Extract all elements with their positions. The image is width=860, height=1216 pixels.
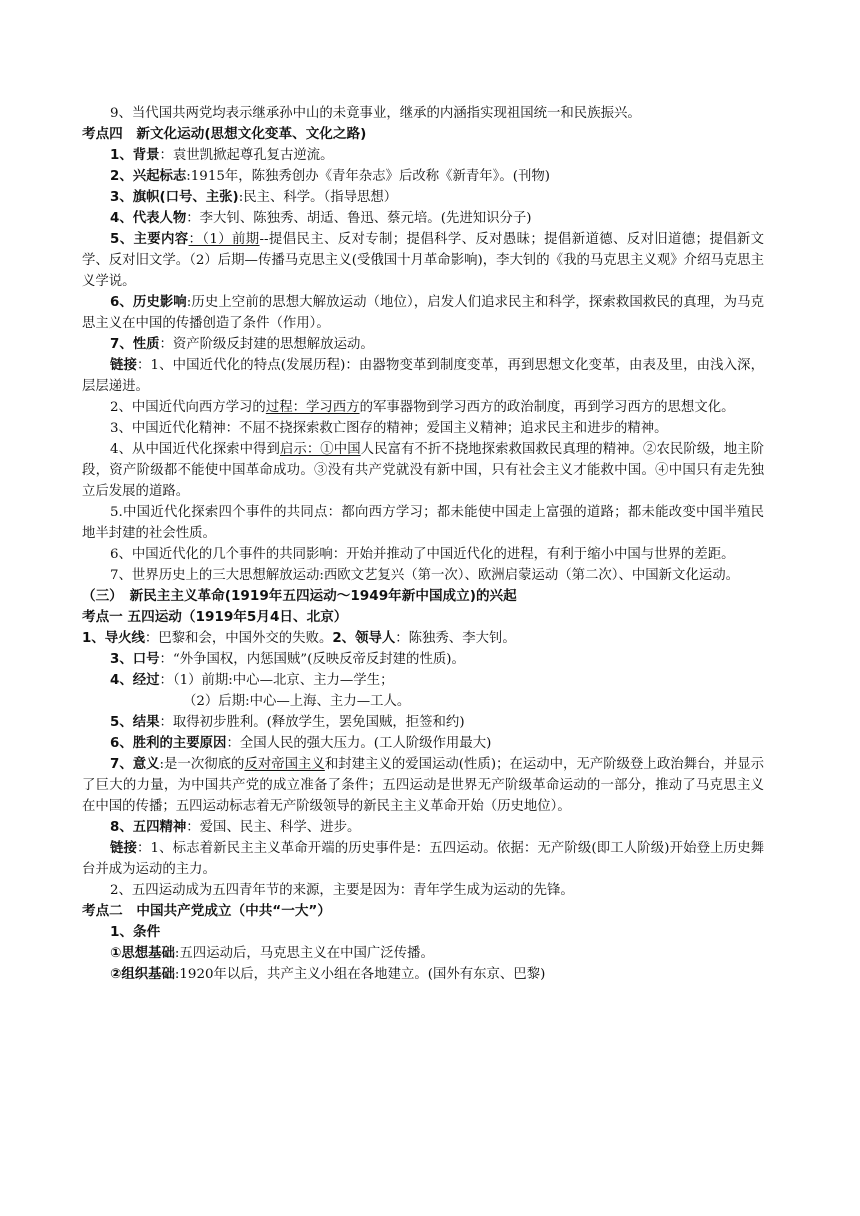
item-label: 7、性质 [110, 337, 160, 352]
item-text: 的军事器物到学习西方的政治制度，再到学习西方的思想文化。 [359, 400, 735, 415]
paragraph [82, 166, 764, 187]
item-label: ②组织基础 [110, 967, 175, 982]
item-text: 2、五四运动成为五四青年节的来源，主要是因为：青年学生成为运动的先锋。 [110, 883, 574, 898]
section-heading: 考点二 中国共产党成立（中共“一大”） [82, 903, 331, 919]
underlined-text: 反对帝国主义 [244, 757, 325, 772]
paragraph [82, 145, 764, 166]
paragraph [82, 208, 764, 229]
item-text: :五四运动后，马克思主义在中国广泛传播。 [174, 946, 434, 961]
item-text: 7、世界历史上的三大思想解放运动:西欧文艺复兴（第一次）、欧洲启蒙运动（第二次）、中国新文化运动。 [110, 568, 739, 583]
item-label: 3、旗帜(口号、主张) [110, 190, 239, 205]
item-label: ①思想基础 [110, 946, 175, 961]
paragraph [82, 397, 764, 418]
item-text: :是一次彻底的 [159, 757, 245, 772]
paragraph [82, 880, 764, 901]
paragraph [82, 502, 764, 544]
item-text: ：袁世凯掀起尊孔复古逆流。 [159, 148, 334, 163]
item-text: ：陈独秀、李大钊。 [395, 631, 516, 646]
underlined-text: 启示：①中国 [279, 442, 361, 457]
paragraph [82, 649, 764, 670]
item-text: 3、中国近代化精神：不屈不挠探索救亡图存的精神；爱国主义精神；追求民主和进步的精神。 [110, 421, 668, 436]
link-label: 链接 [110, 841, 138, 856]
paragraph [82, 544, 764, 565]
paragraph [82, 187, 764, 208]
item-text: 6、中国近代化的几个事件的共同影响：开始并推动了中国近代化的进程，有利于缩小中国与世界的差距。 [110, 547, 735, 562]
item-text: ：李大钊、陈独秀、胡适、鲁迅、蔡元培。(先进知识分子) [186, 211, 532, 226]
item-label: 8、五四精神 [110, 820, 187, 835]
paragraph [82, 628, 764, 649]
document-content [82, 103, 764, 985]
section-heading: （三） 新民主主义革命(1919年五四运动～1949年新中国成立)的兴起 [82, 588, 517, 604]
underlined-text: ：（1）前期 [188, 232, 260, 247]
item-label: 3、口号 [110, 652, 160, 667]
item-text: :历史上空前的思想大解放运动（地位），启发人们追求民主和科学，探索救国救民的真理，为马克思主义在中国的传播创造了条件（作用）。 [82, 295, 764, 331]
item-label: 6、历史影响 [110, 295, 187, 310]
paragraph [82, 838, 764, 880]
item-text: ：“外争国权，内惩国贼”(反映反帝反封建的性质)。 [159, 652, 465, 667]
item-label: 1、导火线 [82, 631, 145, 646]
paragraph [82, 439, 764, 502]
item-text: ：（1）前期:中心—北京、主力—学生； [159, 673, 394, 688]
paragraph [82, 712, 764, 733]
item-label: 5、结果 [110, 715, 160, 730]
item-text: ：全国人民的强大压力。(工人阶级作用最大) [226, 736, 492, 751]
sub-heading: 1、条件 [110, 924, 161, 940]
paragraph-text: 9、当代国共两党均表示继承孙中山的未竟事业，继承的内涵指实现祖国统一和民族振兴。 [110, 106, 641, 121]
link-label: 链接 [110, 358, 138, 373]
item-label: 7、意义 [110, 757, 160, 772]
item-text: ：1、中国近代化的特点(发展历程)：由器物变革到制度变革，再到思想文化变革，由表及里，由浅入深，层层递进。 [82, 358, 764, 394]
item-label: 4、经过 [110, 673, 160, 688]
paragraph [82, 670, 764, 691]
paragraph [82, 229, 764, 292]
item-label: 2、领导人 [332, 631, 396, 646]
section-heading: 考点一 五四运动（1919年5月4日、北京） [82, 609, 348, 625]
paragraph [82, 418, 764, 439]
paragraph [82, 754, 764, 817]
item-label: 4、代表人物 [110, 211, 187, 226]
item-text: ：巴黎和会，中国外交的失败。 [144, 631, 333, 646]
item-label: 5、主要内容 [110, 232, 189, 247]
paragraph [82, 817, 764, 838]
item-text: 和封建主义的爱国运动(性质)；在运动中，无产阶级登上政治舞台，并显示了巨大的力量，为中国共产党的成立准备了条件；五四运动是世界无产阶级革命运动的一部分，推动了马克思主义在中国的传播；五四运动标志着无产阶级领导的新民主主义革命开始（历史地位）。 [82, 757, 764, 814]
section-heading: 考点四 新文化运动(思想文化变革、文化之路) [82, 126, 367, 142]
item-text: 2、中国近代向西方学习的 [110, 400, 266, 415]
item-label: 6、胜利的主要原因 [110, 736, 227, 751]
paragraph [82, 691, 764, 712]
paragraph [82, 334, 764, 355]
item-text: （2）后期:中心—上海、主力—工人。 [183, 694, 411, 709]
paragraph [82, 292, 764, 334]
item-text: :民主、科学。（指导思想） [238, 190, 398, 205]
paragraph [82, 943, 764, 964]
underlined-text: 过程：学习西方 [265, 400, 360, 415]
item-text: --提倡民主、反对专制；提倡科学、反对愚昧；提倡新道德、反对旧道德；提倡新文学、反对旧文学。（2）后期—传播马克思主义(受俄国十月革命影响)，李大钊的《我的马克思主义观》介绍马克思主义学说。 [82, 232, 764, 289]
item-text: ：爱国、民主、科学、进步。 [186, 820, 361, 835]
item-text: ：取得初步胜利。(释放学生，罢免国贼，拒签和约) [159, 715, 465, 730]
item-label: 2、兴起标志 [110, 169, 187, 184]
item-text: :1915年，陈独秀创办《青年杂志》后改称《新青年》。(刊物) [186, 169, 550, 184]
item-text: 4、从中国近代化探索中得到 [110, 442, 280, 457]
item-text: ：1、标志着新民主主义革命开端的历史事件是：五四运动。依据：无产阶级(即工人阶级)开始登上历史舞台并成为运动的主力。 [82, 841, 764, 877]
paragraph [82, 733, 764, 754]
item-label: 1、背景 [110, 148, 160, 163]
item-text: 人民富有不折不挠地探索救国救民真理的精神。②农民阶级，地主阶段，资产阶级都不能使中国革命成功。③没有共产党就没有新中国，只有社会主义才能救中国。④中国只有走先独立后发展的道路。 [82, 442, 764, 499]
paragraph [82, 103, 764, 124]
paragraph [82, 565, 764, 586]
item-text: 5.中国近代化探索四个事件的共同点：都向西方学习；都未能使中国走上富强的道路；都未能改变中国半殖民地半封建的社会性质。 [82, 505, 764, 541]
item-text: ：资产阶级反封建的思想解放运动。 [159, 337, 374, 352]
item-text: :1920年以后，共产主义小组在各地建立。(国外有东京、巴黎) [174, 967, 546, 982]
paragraph [82, 355, 764, 397]
paragraph [82, 964, 764, 985]
